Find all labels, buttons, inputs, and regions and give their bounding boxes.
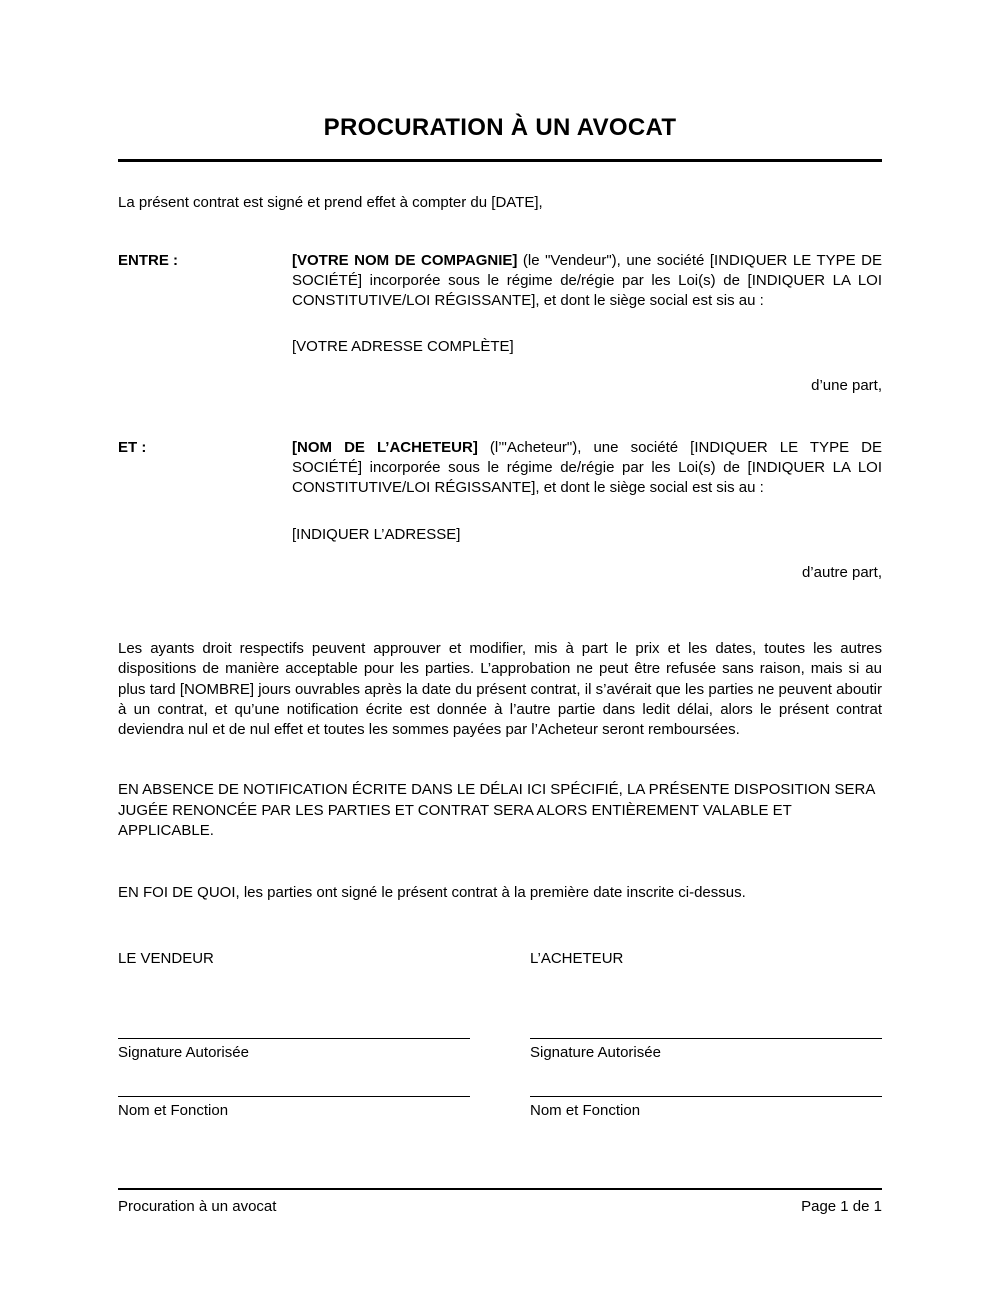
party-address-buyer: [INDIQUER L’ADRESSE] xyxy=(292,525,461,543)
party-block-buyer xyxy=(118,438,882,583)
signature-label-buyer: Signature Autorisée xyxy=(530,1043,661,1061)
party-description-text-vendor: (le "Vendeur"), une société [INDIQUER LE TYPE DE SOCIÉTÉ] incorporée sous le régime de/régie par les Loi(s) de [INDIQUER LA LOI CONSTITUTIVE/LOI RÉGISSANTE], et dont le siège social est sis au : xyxy=(292,251,883,310)
signature-section xyxy=(118,949,882,1121)
signature-header-vendor: LE VENDEUR xyxy=(118,950,214,968)
signature-column-vendor xyxy=(118,949,470,1121)
clause-approval: Les ayants droit respectifs peuvent approuver et modifier, mis à part le prix et les dates, toutes les autres dispositions de manière acceptable pour les parties. L’approbation ne peut être refusée sans raison, mais si au plus tard [NOMBRE] jours ouvrables après la date du présent contrat, il s’avérait que les parties ne peuvent aboutir à un contrat, et qu’une notification écrite est donnée à l’autre partie dans ledit délai, alors le présent contrat deviendra nul et de nul effet et toutes les sommes payées par l’Acheteur seront remboursées. xyxy=(118,640,882,739)
clause-witness: EN FOI DE QUOI, les parties ont signé le présent contrat à la première date inscrite ci-dessus. xyxy=(118,884,746,902)
signature-label-vendor: Signature Autorisée xyxy=(118,1043,249,1061)
footer-row xyxy=(118,1190,882,1217)
name-label-buyer: Nom et Fonction xyxy=(530,1101,641,1119)
party-block-vendor xyxy=(118,251,882,396)
clause-notification: EN ABSENCE DE NOTIFICATION ÉCRITE DANS LE DÉLAI ICI SPÉCIFIÉ, LA PRÉSENTE DISPOSITION SERA JUGÉE RENONCÉE PAR LES PARTIES ET CONTRAT SERA ALORS ENTIÈREMENT VALABLE ET APPLICABLE. xyxy=(118,781,875,839)
document-title: PROCURATION À UN AVOCAT xyxy=(323,114,677,141)
party-label-et: ET : xyxy=(118,438,147,456)
footer-page-number: Page 1 de 1 xyxy=(801,1198,882,1215)
party-name-placeholder-buyer: [NOM DE L’ACHETEUR] xyxy=(292,438,478,456)
party-description-buyer xyxy=(292,438,882,499)
title-rule xyxy=(118,159,882,162)
footer-document-title: Procuration à un avocat xyxy=(118,1198,277,1215)
party-body-buyer xyxy=(292,438,882,545)
name-label-vendor: Nom et Fonction xyxy=(118,1101,229,1119)
party-description-vendor xyxy=(292,251,882,312)
party-name-placeholder-vendor: [VOTRE NOM DE COMPAGNIE] xyxy=(292,251,518,269)
party-closing-buyer: d’autre part, xyxy=(801,563,882,581)
page-footer xyxy=(118,1188,882,1217)
party-body-vendor xyxy=(292,251,882,358)
party-description-text-buyer: (l’"Acheteur"), une société [INDIQUER LE TYPE DE SOCIÉTÉ] incorporée sous le régime de/régie par les Loi(s) de [INDIQUER LA LOI CONSTITUTIVE/LOI RÉGISSANTE], et dont le siège social est sis au : xyxy=(292,438,882,497)
party-address-vendor: [VOTRE ADRESSE COMPLÈTE] xyxy=(292,338,514,356)
party-closing-vendor: d’une part, xyxy=(811,376,882,394)
signature-header-buyer: L’ACHETEUR xyxy=(530,950,624,968)
signature-column-buyer xyxy=(530,949,882,1121)
intro-paragraph: La présent contrat est signé et prend effet à compter du [DATE], xyxy=(118,194,543,212)
party-label-entre: ENTRE : xyxy=(118,251,178,269)
